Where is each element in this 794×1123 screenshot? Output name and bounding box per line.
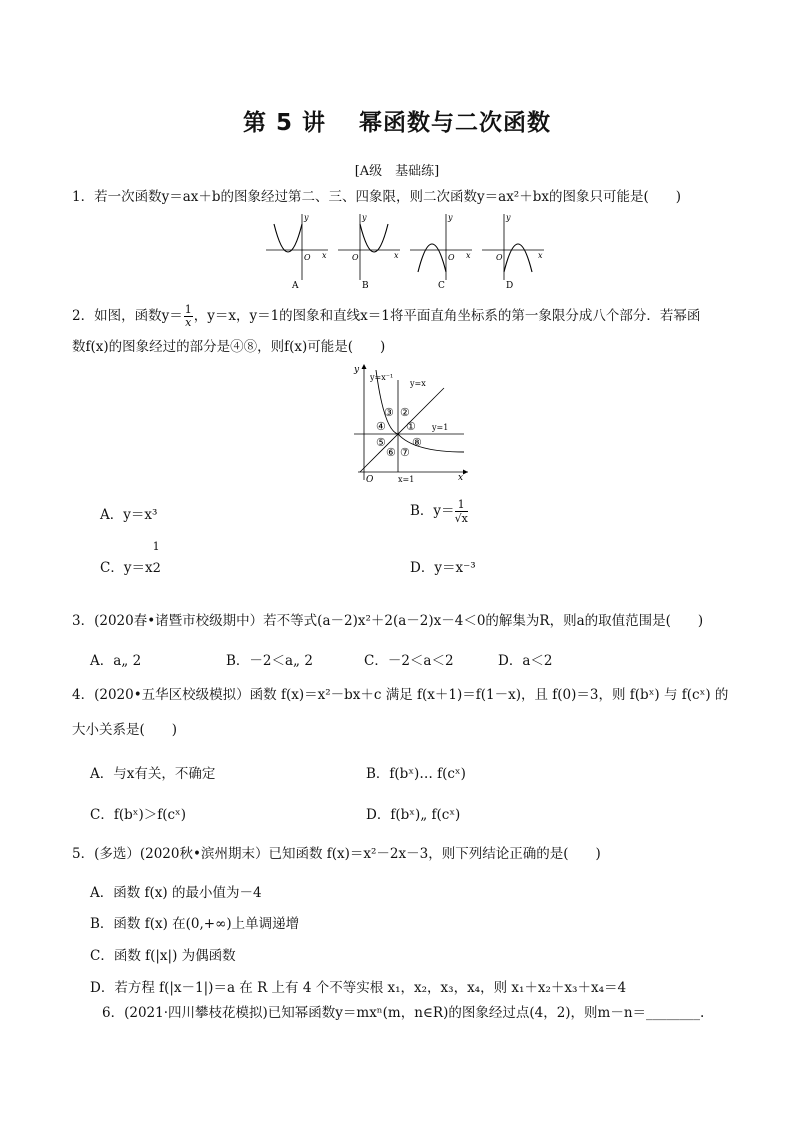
q1-graph-a xyxy=(266,213,328,291)
q2-frac-num: 1 xyxy=(184,303,192,316)
region-3: ③ xyxy=(384,406,394,419)
region-2: ② xyxy=(400,406,410,419)
region-6: ⑥ xyxy=(386,446,396,459)
q2-text-a: 2．如图，函数y＝ xyxy=(72,308,183,324)
axis-x-label: x xyxy=(322,251,327,260)
origin-label: O xyxy=(448,253,455,262)
axis-y-label: y xyxy=(362,213,367,222)
page-title: 第 5 讲 幂函数与二次函数 xyxy=(242,110,552,136)
fig-label-x1: x=1 xyxy=(398,475,415,484)
q4-option-c: C．f(bˣ)＞f(cˣ) xyxy=(90,807,187,823)
q3-option-b: B．－2＜a„ 2 xyxy=(226,653,313,669)
graph-label-a: A xyxy=(292,281,299,291)
q4-option-d: D．f(bˣ)„ f(cˣ) xyxy=(366,807,461,823)
origin-label: O xyxy=(304,253,311,262)
q1-graph-b xyxy=(338,213,400,291)
q2-figure xyxy=(344,360,474,486)
q2-text-b: ，y＝x，y＝1的图象和直线x＝1将平面直角坐标系的第一象限分成八个部分．若幂函 xyxy=(193,308,701,324)
question-6: 6．(2021·四川攀枝花模拟)已知幂函数y＝mxⁿ(m，n∈R)的图象经过点(4，2)，则m－n＝________. xyxy=(102,1005,705,1021)
q4-option-b: B．f(bˣ)… f(cˣ) xyxy=(366,766,466,782)
q5-option-d: D．若方程 f(|x－1|)＝a 在 R 上有 4 个不等实根 x₁，x₂，x₃，x₄，则 x₁＋x₂＋x₃＋x₄＝4 xyxy=(90,980,627,996)
fig-label-y: y xyxy=(354,365,360,375)
q2-option-b xyxy=(410,498,468,525)
fig-label-o: O xyxy=(366,475,374,485)
fig-label-yx: y=x xyxy=(410,379,426,388)
region-1: ① xyxy=(406,420,416,433)
question-2-line2: 数f(x)的图象经过的部分是④⑧，则f(x)可能是( ) xyxy=(72,339,386,355)
q1-graphs xyxy=(262,210,542,290)
question-2-line1 xyxy=(72,304,700,329)
axis-x-label: x xyxy=(466,251,471,260)
graph-label-d: D xyxy=(506,281,514,291)
q2-optc-prefix: C．y＝x xyxy=(100,560,153,576)
q2-optb-den: √x xyxy=(454,512,468,525)
question-1: 1．若一次函数y＝ax＋b的图象经过第二、三、四象限，则二次函数y＝ax²＋bx的图象只可能是( ) xyxy=(72,189,682,205)
axis-x-label: x xyxy=(538,251,543,260)
question-5: 5．(多选）(2020秋•滨州期末）已知函数 f(x)＝x²－2x－3，则下列结论正确的是( ) xyxy=(72,846,601,862)
q2-option-a: A．y＝x³ xyxy=(100,507,158,523)
question-3: 3．(2020春•诸暨市校级期中）若不等式(a－2)x²＋2(a－2)x－4＜0的解集为R，则a的取值范围是( ) xyxy=(72,613,704,629)
section-level: [A级 基础练] xyxy=(354,164,440,179)
origin-label: O xyxy=(496,253,503,262)
q1-graph-d xyxy=(482,213,544,291)
region-4: ④ xyxy=(376,420,386,433)
axis-y-label: y xyxy=(506,213,511,222)
axis-y-label: y xyxy=(448,213,453,222)
region-7: ⑦ xyxy=(400,446,410,459)
question-4-line1: 4．(2020•五华区校级模拟）函数 f(x)＝x²－bx＋c 满足 f(x＋1)＝f(1－x)，且 f(0)＝3，则 f(bˣ) 与 f(cˣ) 的 xyxy=(72,687,729,703)
fig-label-x: x xyxy=(458,473,464,483)
region-5: ⑤ xyxy=(376,436,386,449)
graph-label-c: C xyxy=(438,281,445,291)
q2-optb-fraction xyxy=(455,498,468,525)
axis-x-label: x xyxy=(394,251,399,260)
q1-graph-c xyxy=(410,213,472,291)
q5-option-a: A．函数 f(x) 的最小值为－4 xyxy=(90,885,262,901)
region-8: ⑧ xyxy=(412,436,422,449)
q4-option-a: A．与x有关，不确定 xyxy=(90,766,216,782)
graph-label-b: B xyxy=(362,281,369,291)
q5-option-b: B．函数 f(x) 在(0,+∞)上单调递增 xyxy=(90,916,300,932)
q2-optc-exp-num: 1 xyxy=(152,540,160,553)
origin-label: O xyxy=(352,253,359,262)
q3-option-d: D．a＜2 xyxy=(498,653,553,669)
q2-option-c xyxy=(100,540,163,576)
q3-option-c: C．－2＜a＜2 xyxy=(364,653,454,669)
q2-optb-prefix: B．y＝ xyxy=(410,503,455,519)
q3-option-a: A．a„ 2 xyxy=(90,653,142,669)
q2-option-d: D．y＝x⁻³ xyxy=(410,560,476,576)
axis-y-label: y xyxy=(304,213,309,222)
q2-optb-num: 1 xyxy=(455,498,468,512)
q2-optc-exponent xyxy=(152,540,163,576)
q2-frac-den: x xyxy=(185,316,192,329)
q2-optc-exp-den: 2 xyxy=(152,561,161,576)
question-4-line2: 大小关系是( ) xyxy=(72,722,178,738)
fig-label-inv: y=x⁻¹ xyxy=(370,373,394,382)
fig-label-y1: y=1 xyxy=(432,423,449,432)
q2-fraction xyxy=(184,304,193,329)
q5-option-c: C．函数 f(|x|) 为偶函数 xyxy=(90,948,236,964)
